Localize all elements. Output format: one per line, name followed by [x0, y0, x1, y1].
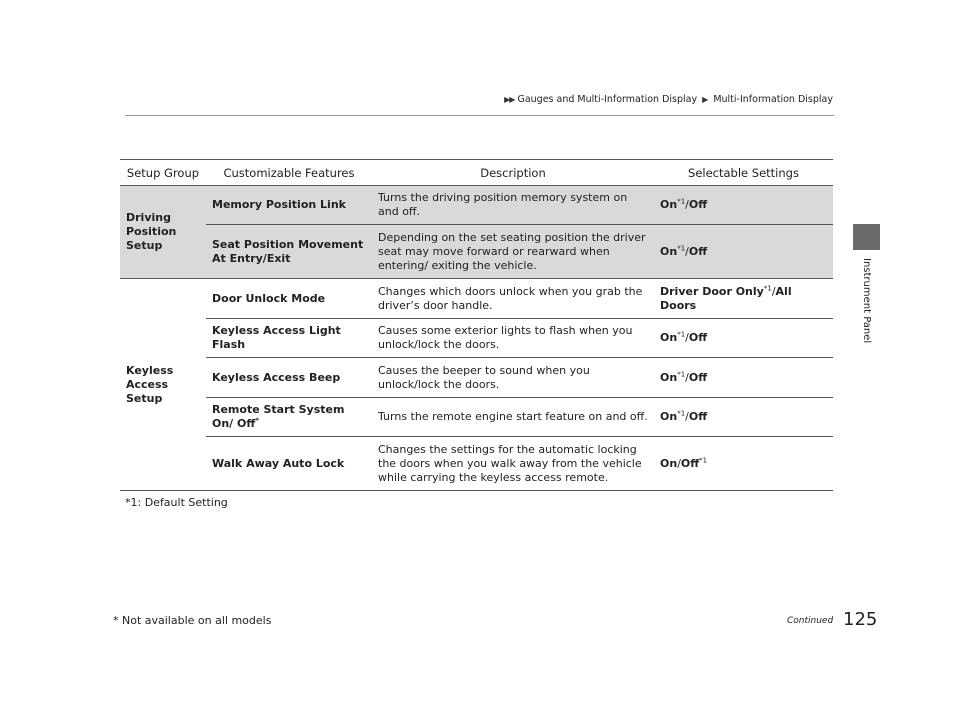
settings-table — [120, 159, 833, 491]
feature-name: Seat Position Movement At Entry/Exit — [206, 225, 372, 279]
setting-options: On/Off$^{*1}$ — [654, 437, 833, 491]
continued-label: Continued — [787, 616, 834, 626]
availability-note: * Not available on all models — [113, 614, 272, 627]
breadcrumb-item-1[interactable]: Gauges and Multi-Information Display — [517, 94, 698, 105]
header-rule — [125, 115, 834, 116]
not-all-models-mark: * — [255, 416, 259, 425]
table-row — [120, 186, 833, 225]
header-settings: Selectable Settings — [654, 160, 833, 186]
feature-description: Turns the driving position memory system on and off. — [372, 186, 654, 225]
breadcrumb — [504, 94, 833, 105]
feature-name: Memory Position Link — [206, 186, 372, 225]
header-features: Customizable Features — [206, 160, 372, 186]
setting-options: Driver Door Only$^{*1}$/All Doors — [654, 279, 833, 319]
table-row — [120, 358, 833, 398]
table-row — [120, 398, 833, 437]
feature-description: Changes the settings for the automatic locking the doors when you walk away from the vehicle while carrying the keyless access remote. — [372, 437, 654, 491]
setting-options: On$^{*1}$/Off — [654, 186, 833, 225]
feature-description: Depending on the set seating position the driver seat may move forward or rearward when entering/ exiting the vehicle. — [372, 225, 654, 279]
section-tab-marker — [853, 224, 880, 250]
header-description: Description — [372, 160, 654, 186]
group-keyless-access: Keyless Access Setup — [120, 279, 206, 491]
feature-name: Remote Start System On/ Off* — [206, 398, 372, 437]
feature-description: Causes the beeper to sound when you unlock/lock the doors. — [372, 358, 654, 398]
feature-name: Keyless Access Beep — [206, 358, 372, 398]
table-row — [120, 279, 833, 319]
header-setup-group: Setup Group — [120, 160, 206, 186]
table-header-row — [120, 160, 833, 186]
table-row — [120, 437, 833, 491]
section-tab-label: Instrument Panel — [861, 258, 872, 344]
setting-options: On$^{*1}$/Off — [654, 398, 833, 437]
group-driving-position: Driving Position Setup — [120, 186, 206, 279]
setting-options: On$^{*1}$/Off — [654, 319, 833, 358]
setting-options: On$^{*1}$/Off — [654, 358, 833, 398]
table-row — [120, 225, 833, 279]
triangle-icon: ▶ — [702, 95, 709, 104]
feature-description: Causes some exterior lights to flash when you unlock/lock the doors. — [372, 319, 654, 358]
feature-name: Door Unlock Mode — [206, 279, 372, 319]
footnote-default-setting: *1: Default Setting — [125, 496, 228, 509]
breadcrumb-item-2[interactable]: Multi-Information Display — [713, 94, 833, 105]
setting-options: On$^{*1}$/Off — [654, 225, 833, 279]
page-number: 125 — [843, 609, 878, 630]
feature-name: Walk Away Auto Lock — [206, 437, 372, 491]
double-triangle-icon: ▶▶ — [504, 95, 515, 104]
feature-name: Keyless Access Light Flash — [206, 319, 372, 358]
feature-description: Changes which doors unlock when you grab the driver’s door handle. — [372, 279, 654, 319]
feature-description: Turns the remote engine start feature on and off. — [372, 398, 654, 437]
table-row — [120, 319, 833, 358]
